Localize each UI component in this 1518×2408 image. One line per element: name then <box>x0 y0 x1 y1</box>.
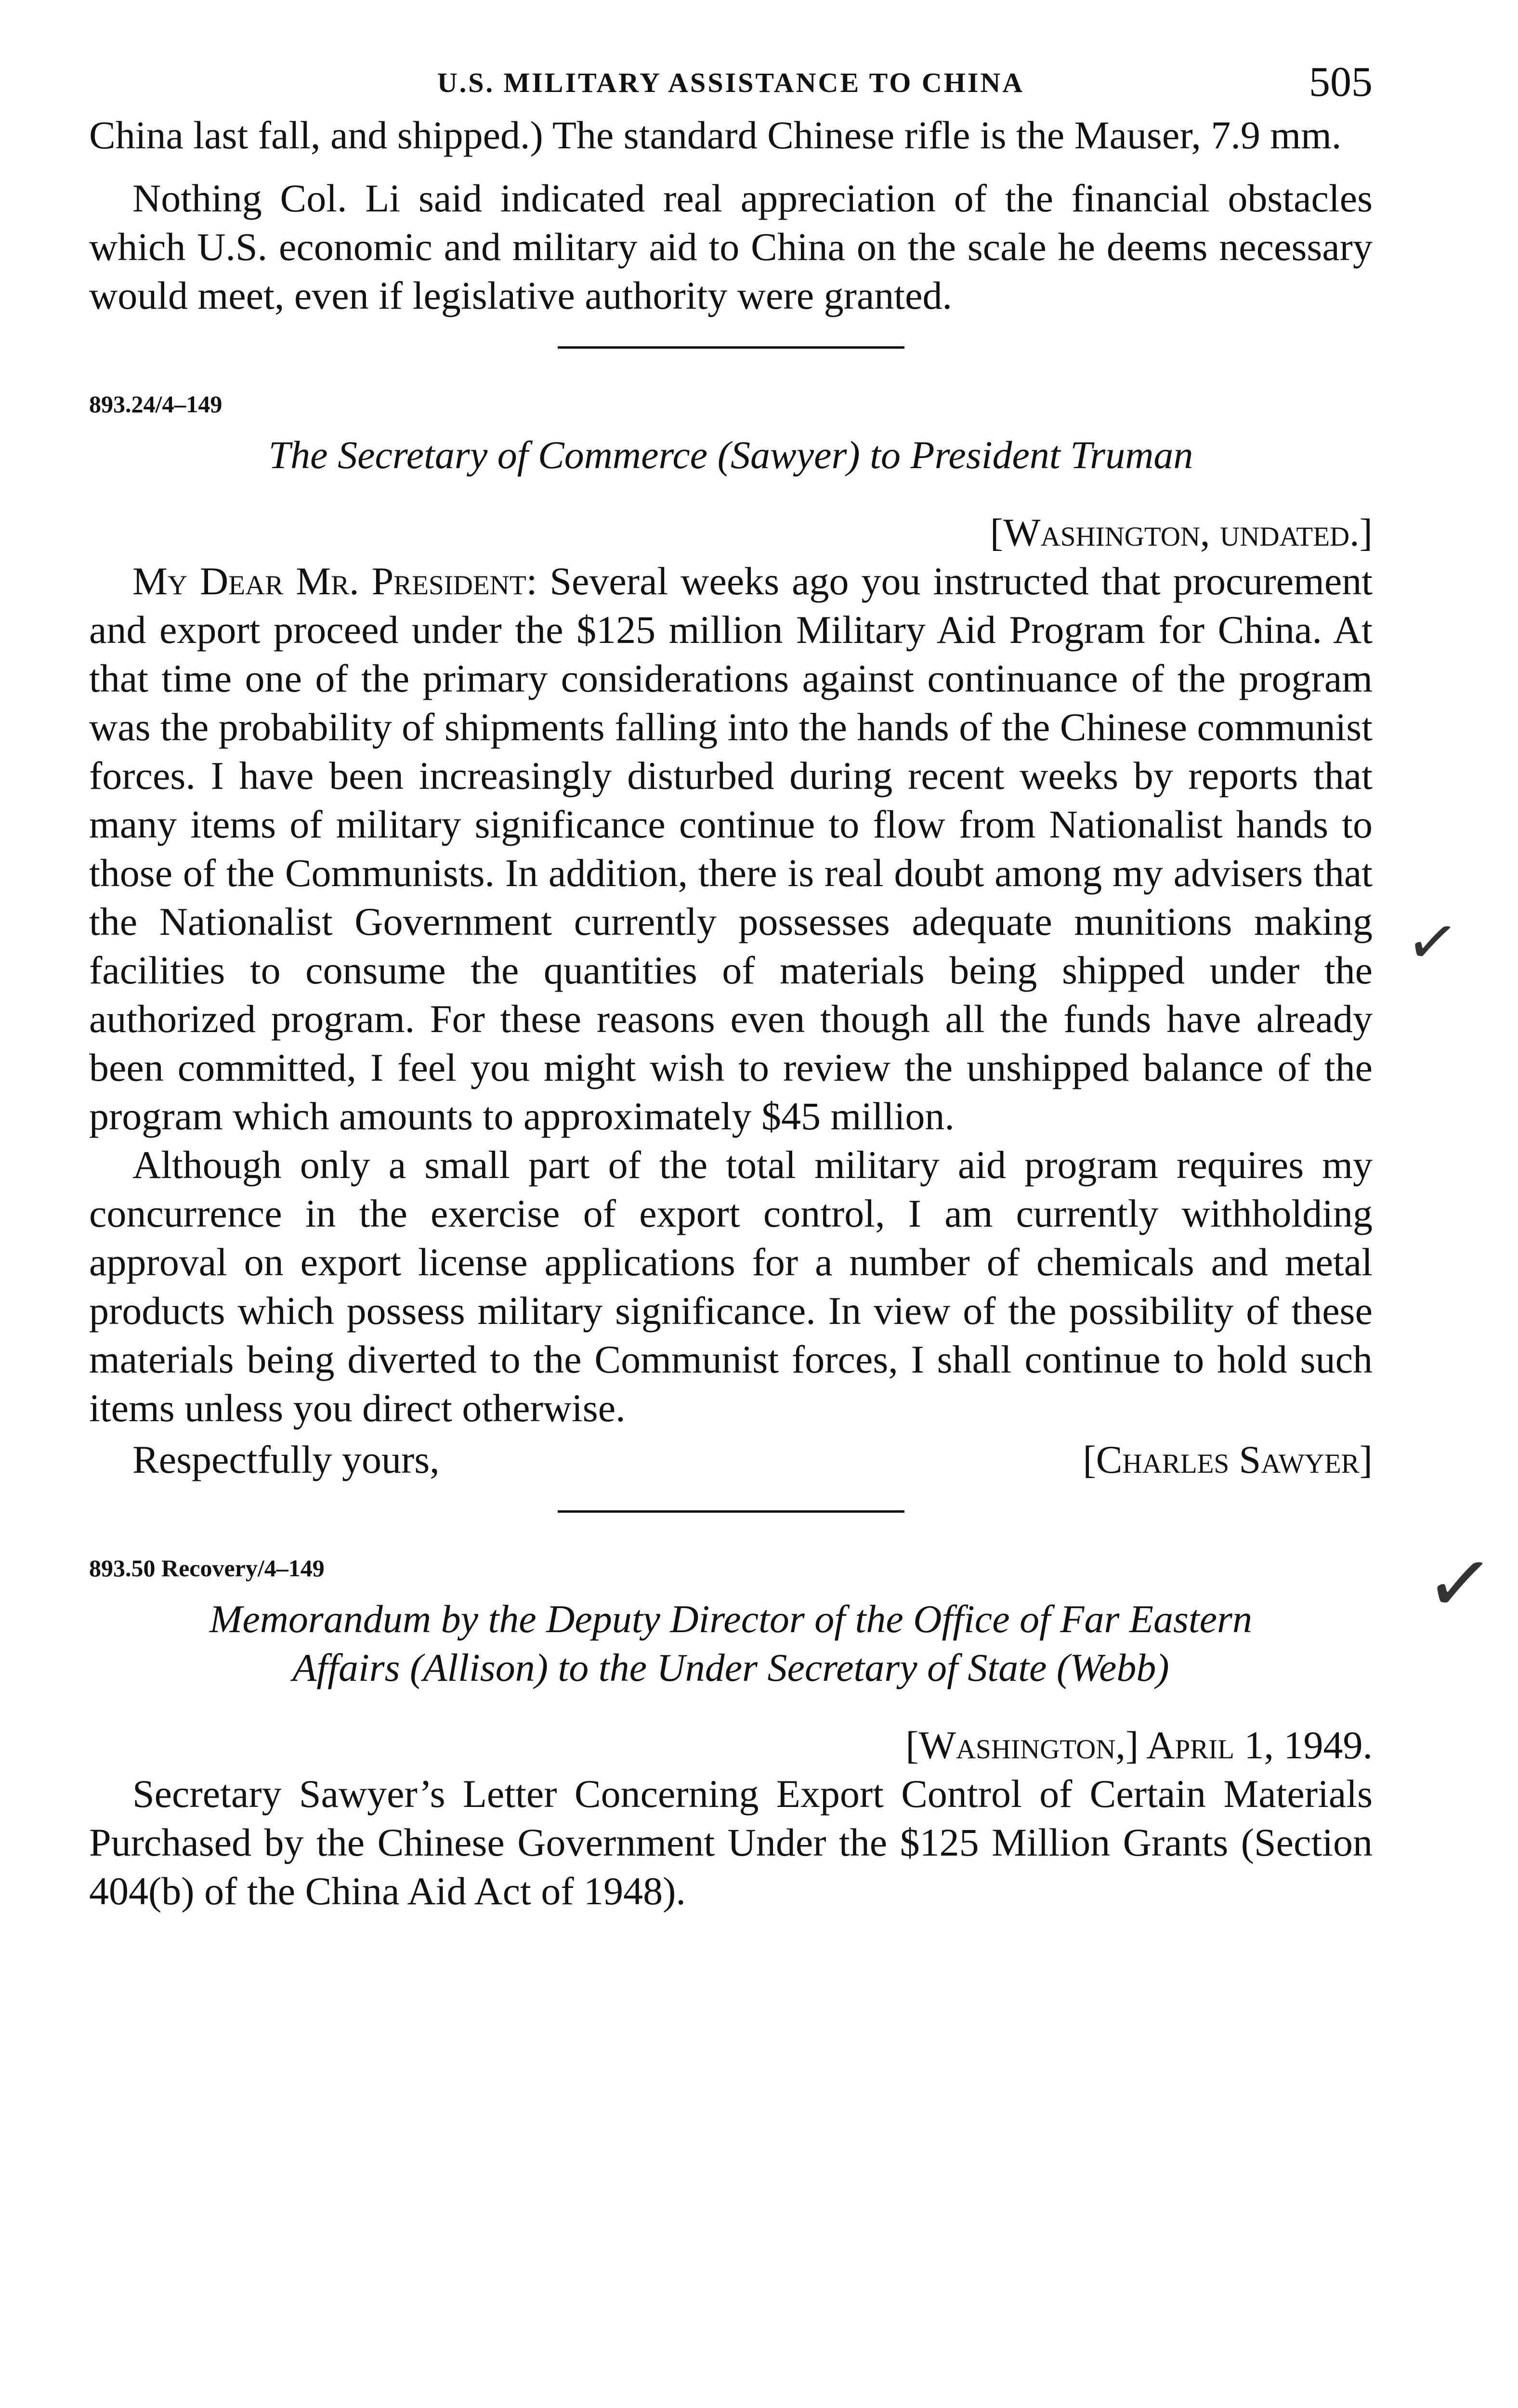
check-mark-icon: ✓ <box>1421 1533 1499 1635</box>
place-date-text: [Washington, undated.] <box>990 510 1373 554</box>
document-heading: The Secretary of Commerce (Sawyer) to President Truman <box>268 433 1193 477</box>
section-divider <box>558 1510 904 1513</box>
intro-paragraph-2: Nothing Col. Li said indicated real appreciation of the financial obstacles which U.S. economic and military aid to China on the scale he deems necessary would meet, even if legislative authority were granted. <box>89 176 1373 317</box>
letter-paragraph-1-text: Several weeks ago you instructed that procurement and export proceed under the $125 million Military Aid Program for China. At that time one of the primary considerations against continuance of the program was the probability of shipments falling into the hands of the Chinese communist forces. I have been increasingly disturbed during recent weeks by reports that many items of military significance continue to flow from Nationalist hands to those of the Communists. In addition, there is real doubt among my advisers that the Nationalist Government currently possesses adequate munitions making facilities to consume the quantities of materials being shipped under the authorized program. For these reasons even though all the funds have already been committed, I feel you might wish to review the unshipped balance of the program which amounts to approximately $45 million. <box>89 559 1373 1138</box>
running-header <box>89 58 1373 111</box>
document-page <box>89 58 1373 1915</box>
place-date <box>89 1721 1373 1769</box>
place-date-text: [Washington,] April 1, 1949. <box>905 1723 1373 1767</box>
section-divider <box>558 346 904 349</box>
memorandum-heading <box>89 1595 1373 1692</box>
memorandum-paragraph-1: Secretary Sawyer’s Letter Concerning Export Control of Certain Materials Purchased by the Chinese Government Under the $125 Million Grants (Section 404(b) of the China Aid Act of 1948). <box>89 1772 1373 1913</box>
running-title: U.S. MILITARY ASSISTANCE TO CHINA <box>437 67 1025 98</box>
page-number: 505 <box>1309 59 1373 105</box>
file-number: 893.50 Recovery/4–149 <box>89 1555 325 1582</box>
closing-row <box>89 1435 1373 1484</box>
place-date <box>89 508 1373 557</box>
signature: [Charles Sawyer] <box>1083 1438 1373 1481</box>
letter-paragraph-1 <box>89 557 1373 1140</box>
intro-paragraph-1: China last fall, and shipped.) The standard Chinese rifle is the Mauser, 7.9 mm. <box>89 113 1342 157</box>
memorandum-heading-line-2: Affairs (Allison) to the Under Secretary of State (Webb) <box>292 1646 1169 1689</box>
memorandum-heading-line-1: Memorandum by the Deputy Director of the Office of Far Eastern <box>209 1597 1252 1641</box>
check-mark-icon: ✓ <box>1401 902 1464 982</box>
letter-paragraph-2: Although only a small part of the total military aid program requires my concurrence in the exercise of export control, I am currently withholding approval on export license applications for a number of chemicals and metal products which possess military significance. In view of the possibility of these materials being diverted to the Communist forces, I shall continue to hold such items unless you direct otherwise. <box>89 1143 1373 1430</box>
closing: Respectfully yours, <box>132 1438 440 1481</box>
salutation: My Dear Mr. President: <box>132 559 537 603</box>
file-number: 893.24/4–149 <box>89 391 222 418</box>
